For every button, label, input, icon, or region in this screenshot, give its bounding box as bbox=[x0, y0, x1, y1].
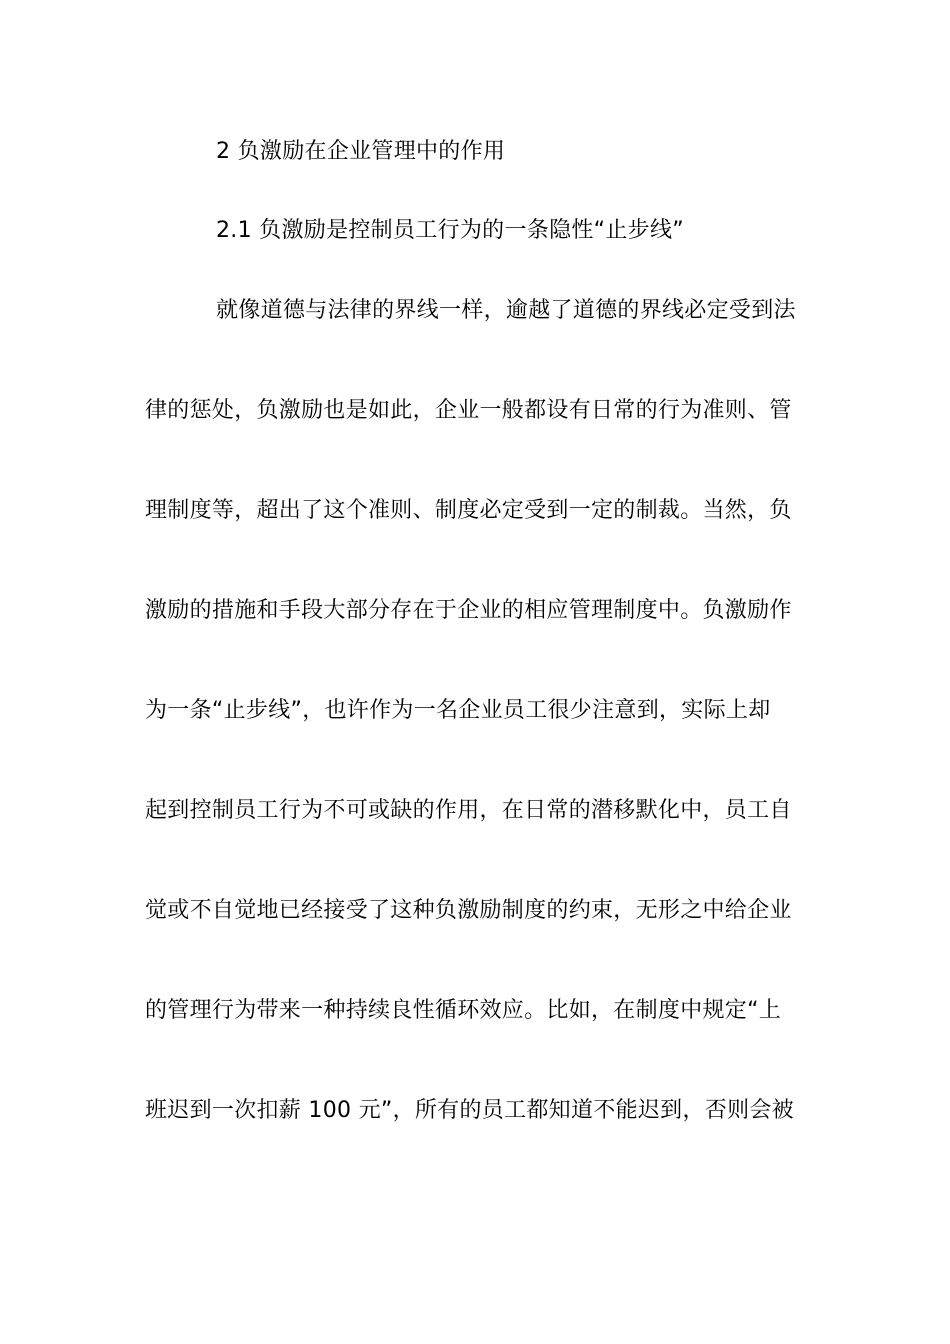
paragraph-line: 觉或不自觉地已经接受了这种负激励制度的约束，无形之中给企业 bbox=[145, 898, 792, 923]
paragraph-line: 理制度等，超出了这个准则、制度必定受到一定的制裁。当然，负 bbox=[145, 498, 792, 523]
paragraph-line: 的管理行为带来一种持续良性循环效应。比如，在制度中规定“上 bbox=[145, 998, 782, 1023]
paragraph-line: 就像道德与法律的界线一样，逾越了道德的界线必定受到法 bbox=[216, 298, 796, 323]
paragraph-line: 激励的措施和手段大部分存在于企业的相应管理制度中。负激励作 bbox=[145, 598, 792, 623]
paragraph-line: 律的惩处，负激励也是如此，企业一般都设有日常的行为准则、管 bbox=[145, 398, 792, 423]
section-heading: 2 负激励在企业管理中的作用 bbox=[216, 139, 506, 164]
paragraph-line: 为一条“止步线”，也许作为一名企业员工很少注意到，实际上却 bbox=[145, 698, 771, 723]
paragraph-line: 班迟到一次扣薪 100 元”，所有的员工都知道不能迟到，否则会被 bbox=[145, 1098, 794, 1123]
subsection-heading: 2.1 负激励是控制员工行为的一条隐性“止步线” bbox=[216, 218, 684, 243]
paragraph-line: 起到控制员工行为不可或缺的作用，在日常的潜移默化中，员工自 bbox=[145, 798, 792, 823]
